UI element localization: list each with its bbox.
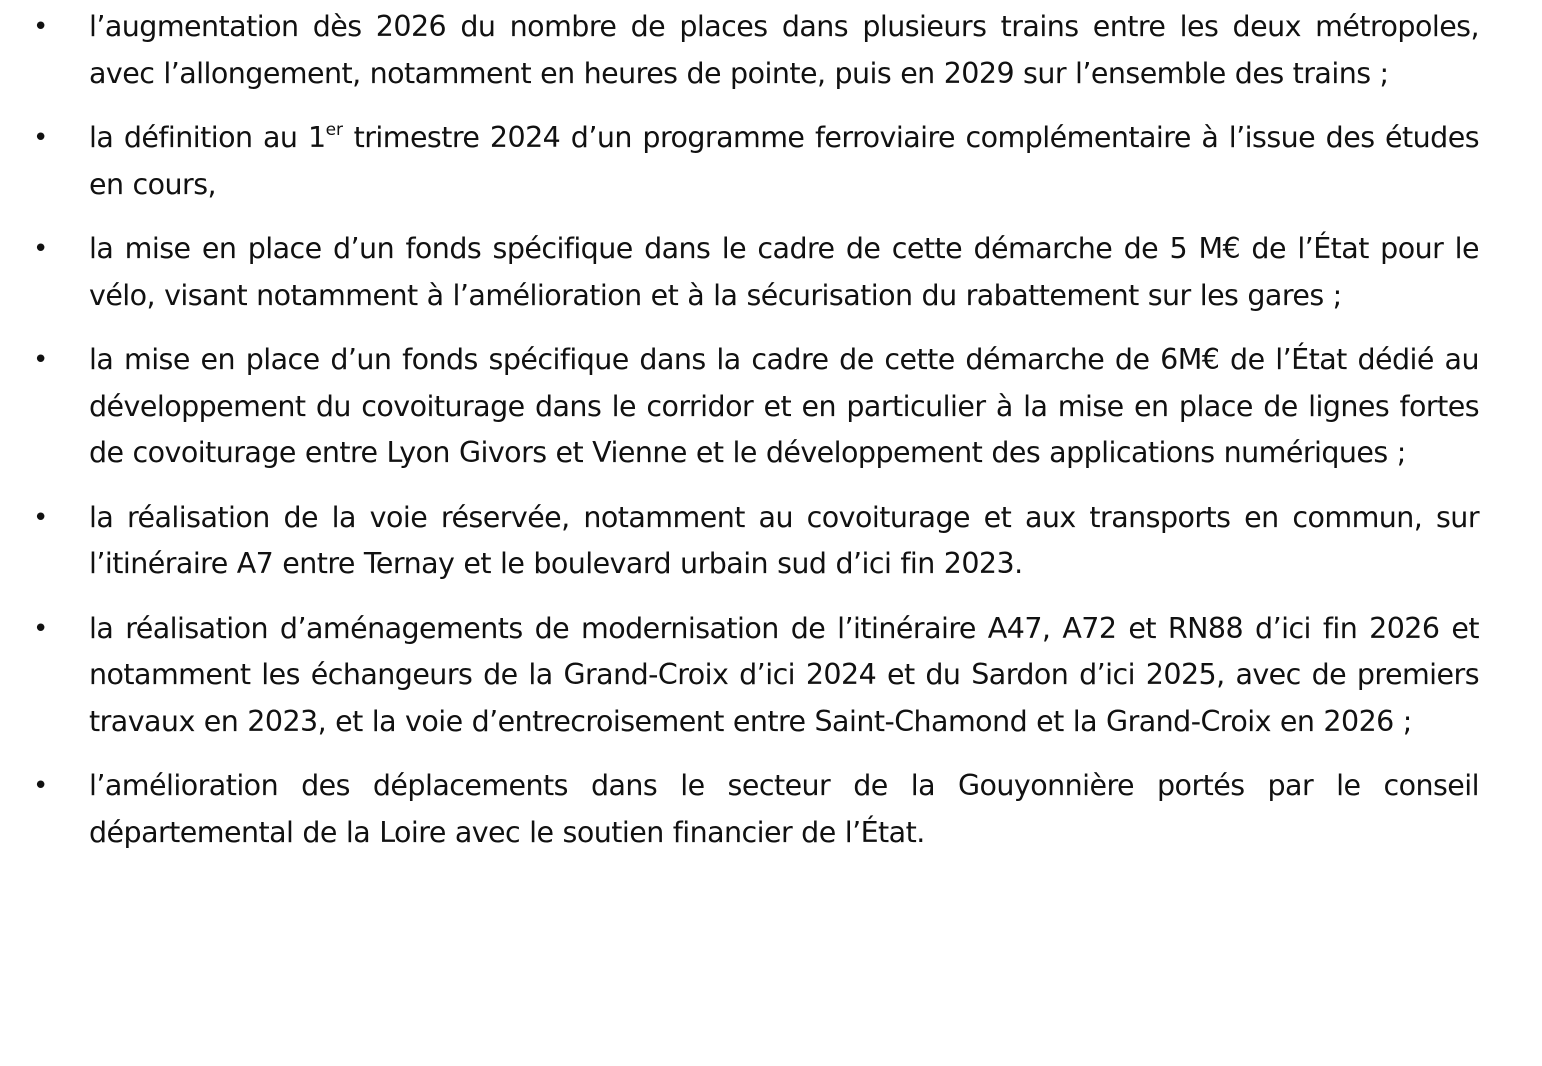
list-item-text-start: la définition au 1 <box>89 121 326 154</box>
bullet-icon: • <box>33 12 49 42</box>
list-item <box>0 606 1479 746</box>
bullet-icon: • <box>33 123 49 153</box>
list-item-text <box>89 115 1479 208</box>
list-item-text: l’amélioration des déplacements dans le secteur de la Gouyonnière portés par le conseil départemental de la Loire avec le soutien financier de l’État. <box>89 769 1479 849</box>
bullet-icon: • <box>33 502 49 533</box>
bullet-icon: • <box>33 345 49 375</box>
list-item <box>0 115 1479 208</box>
list-item-text: la mise en place d’un fonds spécifique dans la cadre de cette démarche de 6M€ de l’État dédié au développement du covoiturage dans le corridor et en particulier à la mise en place de lignes fortes de covoiturage entre Lyon Givors et Vienne et le développement des applications numériques ; <box>89 343 1479 469</box>
bullet-list <box>0 4 1542 856</box>
bullet-icon: • <box>33 234 49 264</box>
list-item-text: la réalisation d’aménagements de modernisation de l’itinéraire A47, A72 et RN88 d’ici fin 2026 et notamment les échangeurs de la Grand-Croix d’ici 2024 et du Sardon d’ici 2025, avec de premiers travaux en 2023, et la voie d’entrecroisement entre Saint-Chamond et la Grand-Croix en 2026 ; <box>89 611 1479 738</box>
list-item <box>0 763 1479 856</box>
list-item <box>0 226 1479 319</box>
list-item <box>0 495 1479 588</box>
list-item-text: l’augmentation dès 2026 du nombre de places dans plusieurs trains entre les deux métropoles, avec l’allongement, notamment en heures de pointe, puis en 2029 sur l’ensemble des trains ; <box>89 10 1479 90</box>
ordinal-superscript: er <box>325 120 344 140</box>
bullet-icon: • <box>33 613 49 644</box>
list-item-text-end: trimestre 2024 d’un programme ferroviaire complémentaire à l’issue des études en cours, <box>89 121 1479 201</box>
list-item-text: la réalisation de la voie réservée, notamment au covoiturage et aux transports en commun, sur l’itinéraire A7 entre Ternay et le boulevard urbain sud d’ici fin 2023. <box>89 500 1479 580</box>
bullet-icon: • <box>33 771 49 801</box>
list-item <box>0 4 1479 97</box>
list-item-text: la mise en place d’un fonds spécifique dans le cadre de cette démarche de 5 M€ de l’État pour le vélo, visant notamment à l’amélioration et à la sécurisation du rabattement sur les gares ; <box>89 232 1479 312</box>
list-item <box>0 337 1479 477</box>
